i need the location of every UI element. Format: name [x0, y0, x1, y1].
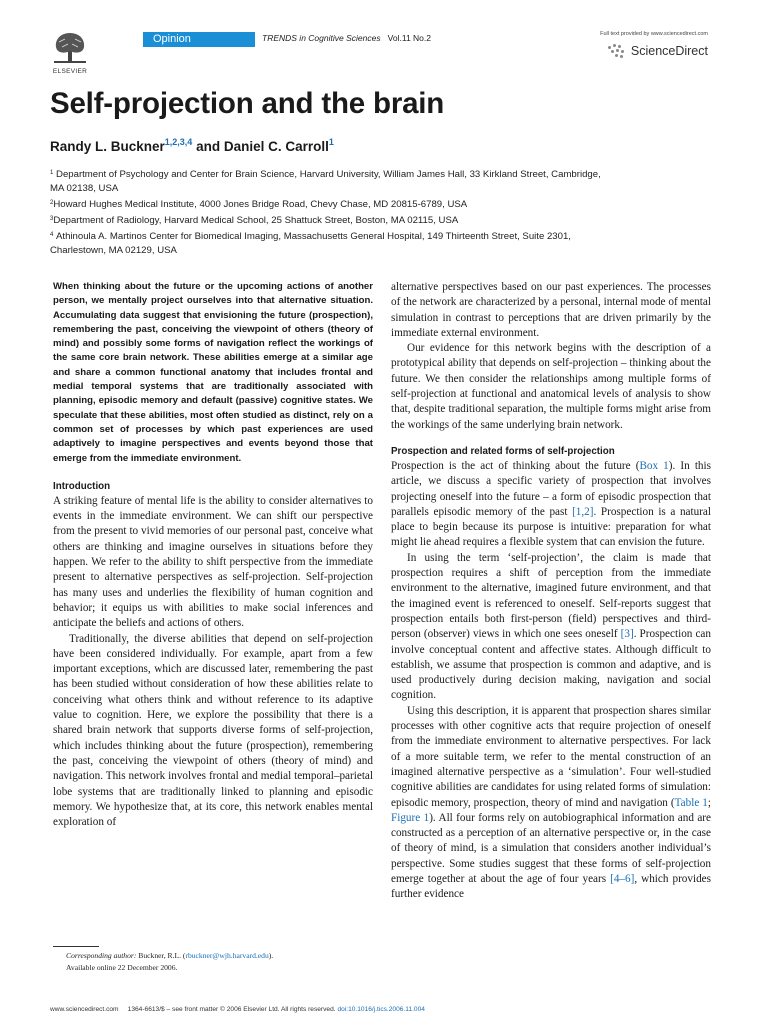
section-heading-introduction: Introduction	[53, 480, 111, 492]
page-header	[50, 30, 718, 80]
fulltext-note[interactable]: Full text provided by www.sciencedirect.com	[600, 31, 708, 37]
figure-link[interactable]: Figure 1	[391, 811, 430, 824]
author-affiliation-ref[interactable]: 1	[328, 137, 334, 147]
page-footer	[50, 1006, 425, 1013]
affiliation-text: Howard Hughes Medical Institute, 4000 Jones Bridge Road, Chevy Chase, MD 20815-6789, USA	[53, 199, 468, 210]
footnote-label: Corresponding author:	[66, 951, 137, 960]
abstract: When thinking about the future or the upcoming actions of another person, we mentally project ourselves into that alternative situation. Accumulating data suggest that envisioning the future (prospection), remembering the past, conceiving the viewpoint of others (theory of mind) and possibly some forms of navigation reflect the workings of the same core brain network. These abilities emerge at a similar age and share a common functional anatomy that includes frontal and medial temporal systems that are traditionally associated with planning, episodic memory and default (passive) cognitive states. We speculate that these abilities, most often studied as distinct, rely on a common set of processes by which past experiences are used adaptively to imagine perspectives and events beyond those that emerge from the immediate environment.	[53, 281, 373, 464]
journal-volume: Vol.11 No.2	[387, 33, 431, 43]
affiliation	[50, 228, 720, 244]
affiliation-text: MA 02138, USA	[50, 183, 119, 194]
citation-link[interactable]: [1,2]	[572, 505, 594, 518]
affiliation-number: 4	[50, 232, 54, 238]
section-heading-prospection: Prospection and related forms of self-projection	[391, 445, 615, 457]
box-link[interactable]: Box 1	[639, 459, 669, 472]
doi-link[interactable]: doi:10.1016/j.tics.2006.11.004	[337, 1006, 425, 1013]
left-column	[53, 280, 373, 830]
affiliation	[50, 182, 720, 196]
affiliation-number: 2	[50, 200, 54, 206]
sciencedirect-logo[interactable]	[606, 44, 708, 58]
sciencedirect-dots-icon	[606, 44, 628, 58]
body-paragraph: A striking feature of mental life is the ability to consider alternatives to events in the immediate environment. We can shift our perspective from the present to vivid memories of our personal past, conceive what others are thinking and imagine ourselves in situations before they happen. We refer to the ability to shift perspective from the immediate present to alternative perspectives as self-projection. Self-projection has many uses and underlies the flexibility of human cognition and behavior; it equips us with abilities to make social inferences and anticipate the beliefs and actions of others.	[53, 494, 373, 630]
affiliation	[50, 166, 720, 182]
citation-link[interactable]: [3]	[620, 628, 634, 641]
body-paragraph: Prospection is the act of thinking about the future (Box 1). In this article, we discuss a specific variety of prospection that involves projecting oneself into the future – a form of episodic prospection that parallels episodic memory of the past [1,2]. Prospection is a natural place to begin because its purpose is intuitive: preparation for what might lie ahead requires a flexible system that can envision the future.	[391, 459, 712, 549]
body-paragraph: Our evidence for this network begins with the description of a prototypical ability that depends on self-projection – thinking about the future. We then consider the relationships among multiple forms of self-projection at functional and anatomical levels of analysis to show that, despite traditional separation, the multiple forms might arise from the workings of the same underlying brain network.	[391, 342, 711, 431]
elsevier-wordmark: ELSEVIER	[52, 68, 88, 75]
elsevier-tree-logo	[50, 30, 90, 76]
body-paragraph: alternative perspectives based on our past experiences. The processes of the network are characterized by a personal, internal mode of mental simulation in contrast to perceptions that are driven primarily by the immediate external environment.	[391, 281, 711, 339]
right-column	[391, 280, 711, 903]
journal-info	[262, 33, 431, 43]
journal-name: TRENDS in Cognitive Sciences	[262, 33, 381, 43]
affiliation	[50, 196, 720, 212]
author-email-link[interactable]: rbuckner@wjh.harvard.edu	[185, 951, 269, 960]
affiliation-number: 3	[50, 216, 54, 222]
affiliation-text: Department of Psychology and Center for Brain Science, Harvard University, William James Hall, 33 Kirkland Street, Cambridge,	[56, 169, 601, 180]
footnote-divider	[53, 946, 99, 947]
sciencedirect-wordmark: ScienceDirect	[630, 44, 708, 58]
affiliations	[50, 166, 720, 258]
affiliation	[50, 244, 720, 258]
author-name: Daniel C. Carroll	[223, 139, 329, 154]
affiliation-text: Department of Radiology, Harvard Medical School, 25 Shattuck Street, Boston, MA 02115, USA	[53, 215, 459, 226]
affiliation-number: 1	[50, 170, 54, 176]
table-link[interactable]: Table 1	[674, 796, 708, 809]
section-badge: Opinion	[143, 32, 255, 47]
affiliation	[50, 212, 720, 228]
available-online-date: Available online 22 December 2006.	[66, 962, 178, 972]
body-paragraph: Traditionally, the diverse abilities that depend on self-projection have been considered individually. For example, apart from a few important exceptions, which are discussed later, remembering the past has been studied without consideration of how these abilities relate to conceiving what others think and without reference to its adaptive value to cognition. Here, we explore the possibility that there is a shared brain network that supports diverse forms of self-projection, which includes thinking about the future (prospection), remembering the past, conceiving the viewpoint of others (theory of mind) and navigation. This network involves frontal and medial temporal–parietal lobe systems that are traditionally linked to planning and episodic memory. We hypothesize that, at its core, this network enables mental exploration of	[53, 632, 373, 829]
footer-copyright: www.sciencedirect.com 1364-6613/$ – see front matter © 2006 Elsevier Ltd. All rights reserved.	[50, 1006, 338, 1013]
author-affiliation-ref[interactable]: 1,2,3,4	[164, 137, 193, 147]
article-title: Self-projection and the brain	[50, 87, 445, 120]
author-line	[50, 137, 334, 154]
footnote-close: ).	[268, 951, 274, 960]
body-paragraph: In using the term ‘self-projection’, the claim is made that prospection requires a shift of perception from the immediate environment to the alternative, imagined future environment, and that the imagined event is referenced to oneself. Self-reports suggest that prospection entails both first-person (field) perspectives and third-person (observer) views in which one sees oneself [3]. Prospection can involve conceptual content and affective states. Although difficult to establish, we assume that prospection is common and adaptive, and is used productively during decision making, navigation and social cognition.	[391, 551, 711, 702]
citation-link[interactable]: [4–6]	[610, 872, 635, 885]
author-name: Randy L. Buckner	[50, 139, 165, 154]
affiliation-text: Charlestown, MA 02129, USA	[50, 245, 177, 256]
affiliation-text: Athinoula A. Martinos Center for Biomedical Imaging, Massachusetts General Hospital, 149 Thirteenth Street, Suite 2301,	[56, 231, 571, 242]
footnote-name: Buckner, R.L. (	[136, 951, 186, 960]
author-conjunction: and	[192, 139, 224, 154]
corresponding-author-note	[66, 950, 273, 973]
body-paragraph: Using this description, it is apparent that prospection shares similar processes with other cognitive acts that require projection of oneself from the immediate environment to alternative perspectives. For lack of a more suitable term, we refer to the mental construction of an imagined alternative perspective as a ‘simulation’. Four well-studied cognitive abilities are candidates for using related forms of simulation: episodic memory, prospection, theory of mind and navigation (Table 1; Figure 1). All four forms rely on autobiographical information and are constructed as a perception of an alternative perspective or, in the case of theory of mind, is a simulation that considers another individual’s perspective. Some studies suggest that these forms of self-projection emerge together at about the age of four years [4–6], which provides further evidence	[391, 704, 712, 901]
